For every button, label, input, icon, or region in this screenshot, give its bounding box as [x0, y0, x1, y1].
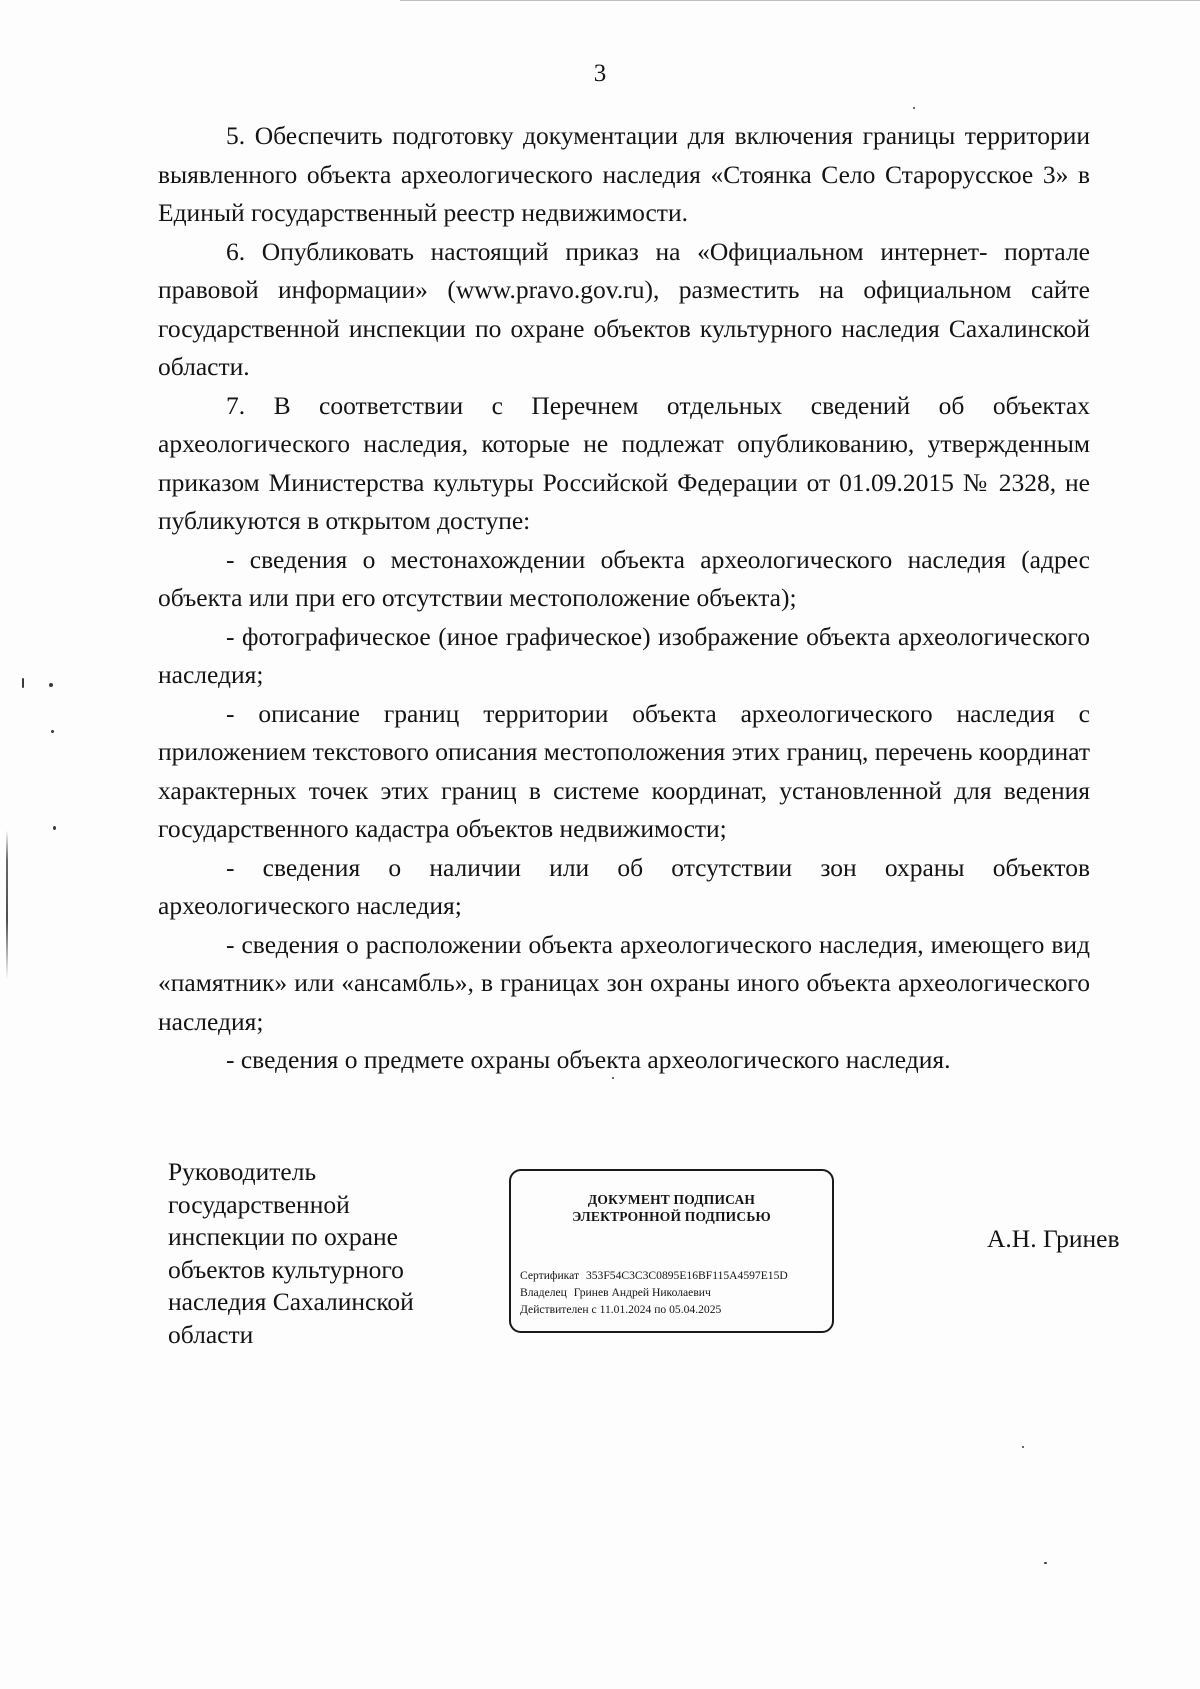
document-body — [158, 117, 1090, 1080]
stamp-certificate — [520, 1267, 826, 1284]
stamp-validity: Действителен с 11.01.2024 по 05.04.2025 — [520, 1303, 722, 1316]
signer-position-line: наследия Сахалинской — [168, 1287, 414, 1316]
scan-speck — [49, 683, 53, 687]
scan-speck — [51, 730, 54, 733]
electronic-signature-stamp — [509, 1169, 834, 1333]
stamp-owner-label: Владелец — [520, 1286, 567, 1299]
stamp-certificate-label: Сертификат — [520, 1269, 580, 1282]
stamp-title — [511, 1191, 832, 1225]
page-number: 3 — [593, 60, 607, 87]
list-item-photo: - фотографическое (иное графическое) изображение объекта археологического наследия; — [158, 621, 1090, 689]
signer-position — [168, 1156, 468, 1351]
scan-speck — [53, 826, 56, 830]
scan-left-edge-artifact — [6, 830, 8, 980]
scan-speck — [612, 1077, 614, 1079]
scan-speck — [913, 107, 915, 109]
signer-position-line: объектов культурного — [168, 1254, 404, 1284]
stamp-title-line: ДОКУМЕНТ ПОДПИСАН — [587, 1192, 756, 1207]
list-item-protection-subject: - сведения о предмете охраны объекта археологического наследия. — [226, 1045, 951, 1074]
scan-speck — [1022, 1446, 1024, 1448]
stamp-details — [520, 1267, 826, 1318]
stamp-owner — [520, 1284, 826, 1301]
list-item-location: - сведения о местонахождении объекта археологического наследия (адрес объекта или при его отсутствии местоположение объекта); — [158, 544, 1090, 612]
stamp-title-line: ЭЛЕКТРОННОЙ ПОДПИСЬЮ — [572, 1209, 771, 1224]
signer-position-line: инспекции по охране — [168, 1222, 398, 1251]
scan-speck — [1044, 1562, 1047, 1564]
signer-name: А.Н. Гринев — [987, 1224, 1120, 1253]
scan-top-edge — [400, 0, 1200, 1]
paragraph-item-5: 5. Обеспечить подготовку документации для включения границы территории выявленного объекта археологического наследия «Стоянка Село Старорусское 3» в Единый государственный реестр недвижимости. — [158, 121, 1090, 227]
paragraph-item-7: 7. В соответствии с Перечнем отдельных сведений об объектах археологического наследия, которые не подлежат опубликованию, утвержденным приказом Министерства культуры Российской Федерации от 01.09.2015 № 2328, не публикуются в открытом доступе: — [158, 390, 1090, 535]
signer-position-line: государственной — [168, 1189, 350, 1219]
stamp-owner-value: Гринев Андрей Николаевич — [573, 1286, 711, 1299]
signer-position-line: области — [168, 1319, 254, 1349]
signer-position-line: Руководитель — [168, 1157, 317, 1186]
list-item-boundaries: - описание границ территории объекта археологического наследия с приложением текстового описания местоположения этих границ, перечень координат характерных точек этих границ в системе координат, установленной для ведения государственного кадастра объектов недвижимости; — [158, 698, 1090, 843]
stamp-certificate-value: 353F54C3C3C0895E16BF115A4597E15D — [585, 1269, 788, 1282]
paragraph-item-6: 6. Опубликовать настоящий приказ на «Официальном интернет- портале правовой информации» (www.pravo.gov.ru), разместить на официальном сайте государственной инспекции по охране объектов культурного наследия Сахалинской области. — [158, 236, 1090, 381]
scan-speck — [22, 678, 24, 688]
list-item-protection-zones: - сведения о наличии или об отсутствии зон охраны объектов археологического наследия; — [158, 852, 1090, 920]
list-item-monument-location: - сведения о расположении объекта археологического наследия, имеющего вид «памятник» или «ансамбль», в границах зон охраны иного объекта археологического наследия; — [158, 929, 1090, 1036]
